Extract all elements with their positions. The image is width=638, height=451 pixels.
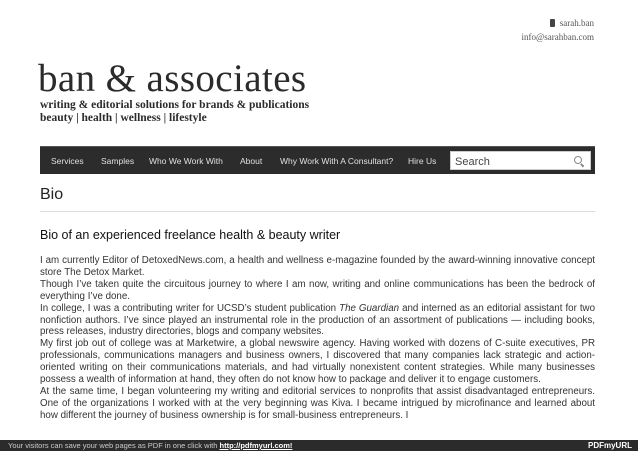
- site-logo[interactable]: [38, 59, 309, 125]
- paragraph-text: and interned as an editorial assistant for two nonfiction authors. I’ve since played an instrumental role in the production of an assortment of publications — including books, press releases, industry directories, blogs and company websites.: [40, 302, 596, 338]
- paragraph: [40, 303, 595, 339]
- search-box: [450, 151, 591, 170]
- paragraph-text: In college, I was a contributing writer for UCSD’s student publication: [40, 302, 337, 314]
- main-navigation: [40, 146, 595, 174]
- contact-email[interactable]: info@sarahban.com: [521, 32, 594, 42]
- paragraph: I am currently Editor of DetoxedNews.com, a health and wellness e-magazine founded by the award-winning innovative concept store The Detox Market.: [40, 255, 595, 278]
- nav-item-samples[interactable]: Samples: [101, 156, 135, 166]
- page-title: Bio: [40, 186, 64, 203]
- nav-item-why-work-with-a-consultant[interactable]: Why Work With A Consultant?: [280, 156, 394, 166]
- footer-message: [8, 440, 292, 451]
- paragraph: At the same time, I began volunteering my writing and editorial services to nonprofits that assist disadvantaged entrepreneurs. One of the organizations I worked with at the very beginning was Kiva. I became intrigued by microfinance and learned about how different the journey of business ownership is for small-business entrepreneurs. I: [40, 385, 595, 421]
- logo-categories: beauty | health | wellness | lifestyle: [40, 112, 207, 124]
- footer-link[interactable]: http://pdfmyurl.com!: [219, 441, 293, 450]
- contact-name: sarah.ban: [559, 18, 594, 28]
- contact-info: [521, 16, 594, 44]
- divider: [40, 211, 595, 212]
- search-icon[interactable]: [574, 156, 582, 164]
- logo-title: ban & associates: [38, 57, 307, 100]
- pdf-footer-bar: [0, 440, 638, 451]
- nav-item-hire-us[interactable]: Hire Us: [408, 156, 437, 166]
- nav-item-who-we-work-with[interactable]: Who We Work With: [149, 156, 223, 166]
- phone-contact[interactable]: [521, 16, 594, 30]
- paragraph: My first job out of college was at Marketwire, a global newswire agency. Having worked with dozens of C-suite executives, PR professionals, communications managers and business owners, I discovered that many companies lack strategic and action-oriented writing on their communications materials, and had virtually nonexistent content strategies. While many businesses possess a wealth of information at hand, they often do not know how to package and deliver it to engage customers.: [40, 338, 595, 386]
- nav-item-about[interactable]: About: [240, 156, 263, 166]
- footer-text: Your visitors can save your web pages as PDF in one click with: [8, 441, 218, 450]
- paragraph: Though I’ve taken quite the circuitous journey to where I am now, writing and online communications has been the bedrock of everything I’ve done.: [40, 278, 595, 302]
- search-input[interactable]: [451, 154, 567, 171]
- pdfmyurl-logo[interactable]: PDFmyURL: [587, 441, 632, 450]
- nav-item-services[interactable]: Services: [51, 156, 84, 166]
- phone-icon: [550, 19, 555, 27]
- page-subtitle: Bio of an experienced freelance health & beauty writer: [40, 228, 341, 242]
- publication-name: The Guardian: [339, 302, 400, 314]
- bio-content: [40, 255, 595, 422]
- logo-tagline: writing & editorial solutions for brands & publications: [40, 99, 310, 111]
